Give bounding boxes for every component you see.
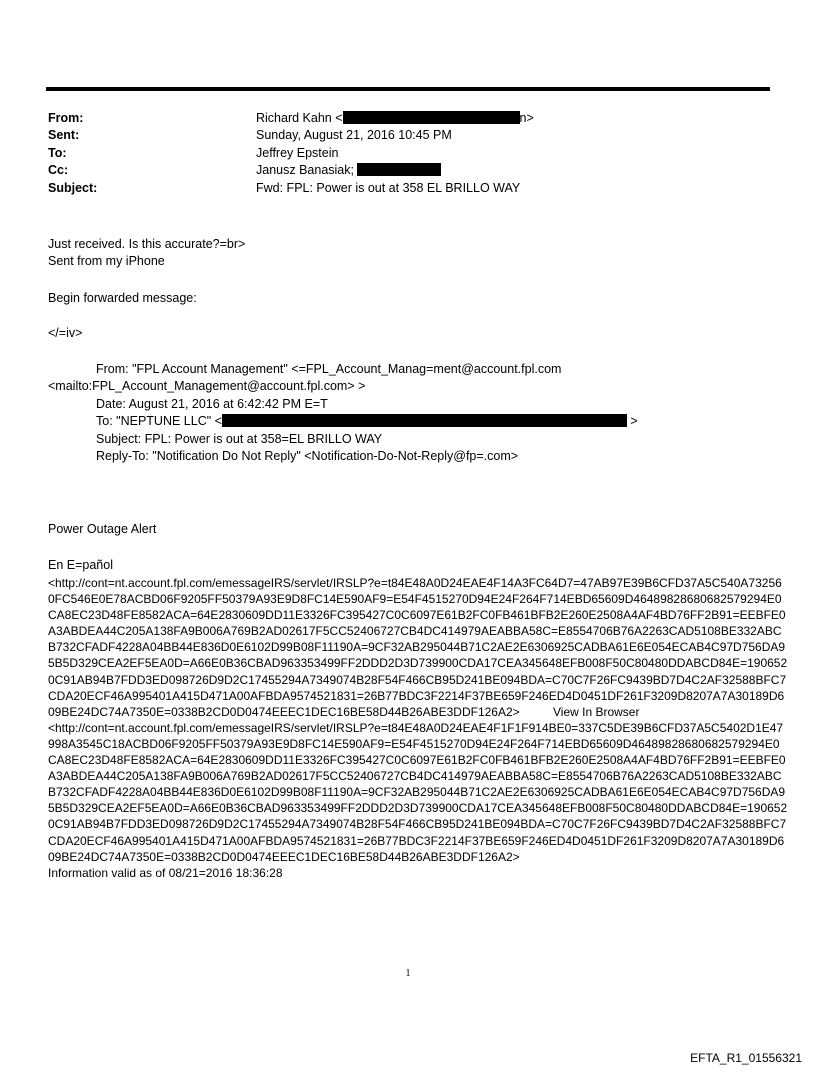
from-name: Richard Kahn < [256, 111, 343, 125]
fwd-subject: Subject: FPL: Power is out at 358=EL BRILLO WAY [96, 432, 383, 446]
from-value [256, 110, 534, 127]
url-link-2[interactable]: <http://cont=nt.account.fpl.com/emessageIRS/servlet/IRSLP?e=t84E48A0D24EAE4F1F1F914BE0=337C5DE39B6CFD37A5C5402D1E47998A3545C18ACBD06F9205FF50379A93E9D8FC14E590AF9=E54F4515270D94E24F264F714EBD65609D46489828680682579294E0CA8EC23D48FE8582ACA=64E2830609DD11E3326FC395427C0C6097E61B2FC0FB461BFB2E260E2508A4AF4BD76FF2B91=EEBFE0A3ABDEA44C205A138FA9B006A769B2AD02617F5CC52406727CB4DC414979AEABBA58C=E8554706B76A2263CAD5108BE332ABCB732CFADF4228A04BB44E836D0E6102D99B08F11190A=9CF32AB295044B71C2AE2E6306925CADBA61E6E054ECAB4C97D756DA95B5D329CEA2EF5EA0D=A66E0B36CBAD963353499FF2DDD2D3D739900CDA17CEA345648EFB008F50C80480DDABCD84E=1906520C91AB94B7FDD3ED098726D9D2C17455294A7349074B28F54F466CB95D241BE094BDA=C70C7F26FC9439BD7D4C2AF32588BFC7CDA20ECF46A995401A415D471A00AFBDA9574521831=26B77BDC3F2214F37BE659F246ED4D0451DF261F3209D8207A7A30189D609BE24DC74A7350E=0338B2CD0D0474EEEC1DEC16BE58D44B26ABE3DDF126A2> [48, 720, 788, 864]
document-id: EFTA_R1_01556321 [690, 1051, 802, 1065]
fwd-mailto: <mailto:FPL_Account_Management@account.fpl.com> > [48, 379, 366, 393]
view-in-browser-link[interactable]: View In Browser [553, 704, 640, 719]
cc-label: Cc: [48, 163, 69, 177]
fwd-to [96, 413, 638, 430]
header-rule [46, 87, 770, 91]
page-number: 1 [405, 968, 411, 979]
redaction-box [357, 163, 441, 176]
fwd-from: From: "FPL Account Management" <=FPL_Account_Manag=ment@account.fpl.com [96, 362, 562, 376]
body-line-2: Sent from my iPhone [48, 254, 165, 268]
to-label: To: [48, 146, 67, 160]
cc-value [256, 162, 441, 179]
espanol-link[interactable]: En E=pañol [48, 558, 113, 572]
redaction-box [343, 111, 520, 124]
to-value: Jeffrey Epstein [256, 146, 339, 160]
alert-title: Power Outage Alert [48, 522, 157, 536]
redaction-box [222, 414, 627, 427]
alert-links-block [48, 575, 788, 881]
from-label: From: [48, 111, 84, 125]
fwd-to-suffix: > [626, 414, 638, 428]
sent-value: Sunday, August 21, 2016 10:45 PM [256, 128, 452, 142]
fwd-replyto: Reply-To: "Notification Do Not Reply" <Notification-Do-Not-Reply@fp=.com> [96, 449, 519, 463]
body-line-3: Begin forwarded message: [48, 291, 197, 305]
from-tail: n> [519, 111, 534, 125]
url-link-1[interactable]: <http://cont=nt.account.fpl.com/emessageIRS/servlet/IRSLP?e=t84E48A0D24EAE4F14A3FC64D7=47AB97E39B6CFD37A5C540A732560FC546E0E78ACBD06F9205FF50379A93E9D8FC14E590AF9=E54F4515270D94E24F264F714EBD65609D46489828680682579294E0CA8EC23D48FE8582ACA=64E2830609DD11E3326FC395427C0C6097E61B2FC0FB461BFB2E260E2508A4AF4BD76FF2B91=EEBFE0A3ABDEA44C205A138FA9B006A769B2AD02617F5CC52406727CB4DC414979AEABBA58C=E8554706B76A2263CAD5108BE332ABCB732CFADF4228A04BB44E836D0E6102D99B08F11190A=9CF32AB295044B71C2AE2E6306925CADBA61E6E054ECAB4C97D756DA95B5D329CEA2EF5EA0D=A66E0B36CBAD963353499FF2DDD2D3D739900CDA17CEA345648EFB008F50C80480DDABCD84E=1906520C91AB94B7FDD3ED098726D9D2C17455294A7349074B28F54F466CB95D241BE094BDA=C70C7F26FC9439BD7D4C2AF32588BFC7CDA20ECF46A995401A415D471A00AFBDA9574521831=26B77BDC3F2214F37BE659F246ED4D0451DF261F3209D8207A7A30189D609BE24DC74A7350E=0338B2CD0D0474EEEC1DEC16BE58D44B26ABE3DDF126A2> [48, 576, 788, 719]
subject-value: Fwd: FPL: Power is out at 358 EL BRILLO WAY [256, 181, 521, 195]
cc-name: Janusz Banasiak; [256, 163, 354, 177]
fwd-date: Date: August 21, 2016 at 6:42:42 PM E=T [96, 397, 328, 411]
sent-label: Sent: [48, 128, 80, 142]
fwd-to-prefix: To: "NEPTUNE LLC" < [96, 414, 222, 428]
subject-label: Subject: [48, 181, 98, 195]
body-line-1: Just received. Is this accurate?=br> [48, 237, 246, 251]
body-line-4: </=iv> [48, 326, 83, 340]
valid-line: Information valid as of 08/21=2016 18:36:28 [48, 865, 283, 880]
